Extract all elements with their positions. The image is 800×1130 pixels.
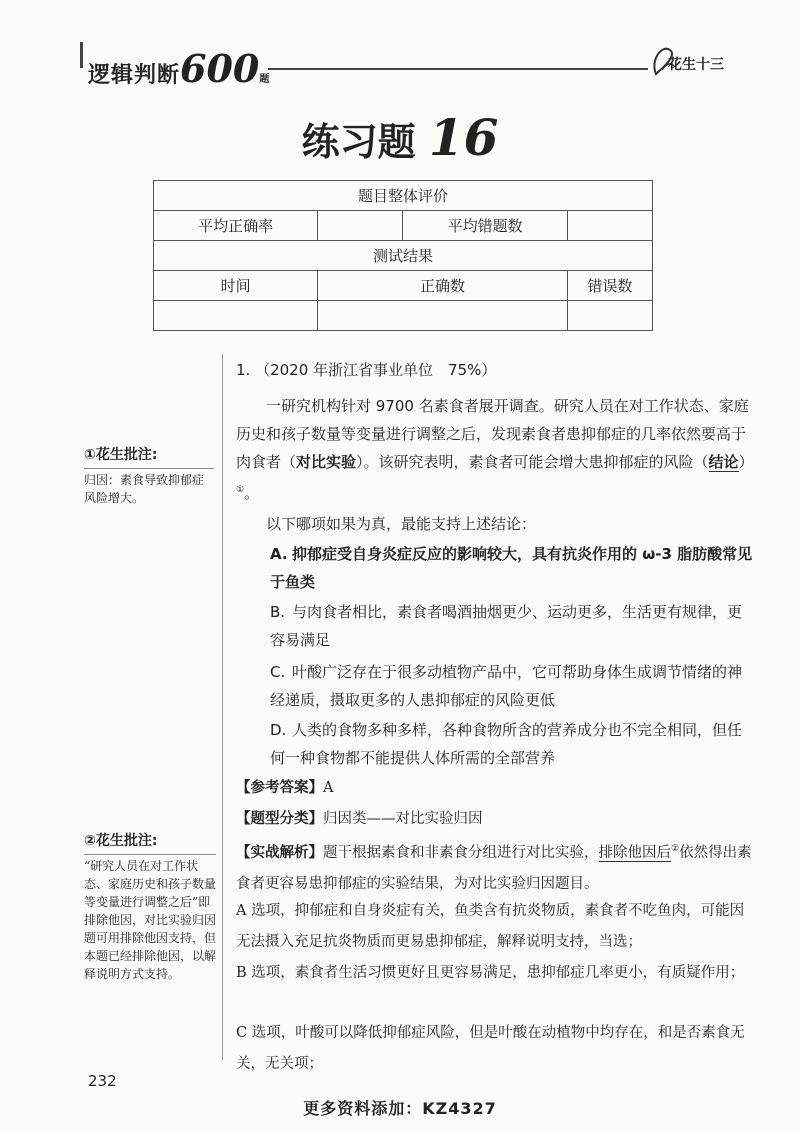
book-title-number: 600	[180, 46, 260, 91]
table-label-avg-correct: 平均正确率	[154, 211, 318, 241]
question-prompt: 以下哪项如果为真，最能支持上述结论：	[266, 515, 537, 533]
note-2	[84, 830, 216, 983]
stem-end: 。	[244, 484, 260, 502]
analysis-intro	[236, 834, 756, 900]
question-stem	[236, 392, 756, 507]
table-cell-avg-correct[interactable]	[318, 211, 403, 241]
table-header-overall: 题目整体评价	[154, 181, 653, 211]
option-d-label: D.	[270, 721, 287, 739]
option-b-label: B.	[270, 603, 286, 621]
option-d-text: 人类的食物多种多样，各种食物所含的营养成分也不完全相同，但任何一种食物都不能提供人体所需的全部营养	[270, 721, 743, 767]
note-2-divider	[84, 854, 216, 855]
analysis-underline: 排除他因后	[598, 844, 671, 861]
analysis-option-b: B 选项，素食者生活习惯更好且更容易满足，患抑郁症几率更小，有质疑作用；	[236, 965, 745, 981]
note-1-divider	[84, 468, 214, 469]
option-b[interactable]	[270, 598, 756, 654]
book-title-text: 逻辑判断	[88, 63, 181, 88]
table-cell-correct[interactable]	[318, 301, 567, 331]
analysis-option-c: C 选项，叶酸可以降低抑郁症风险，但是叶酸在动植物中均存在，和是否素食无关，无关项；	[236, 1025, 745, 1072]
table-cell-avg-wrong[interactable]	[567, 211, 652, 241]
option-c-text: 叶酸广泛存在于很多动植物产品中，它可帮助身体生成调节情绪的神经递质，摄取更多的人患抑郁症的风险更低	[270, 663, 743, 709]
promo-text: 更多资料添加：KZ4327	[303, 1099, 497, 1118]
reference-answer-tag: 【参考答案】	[236, 779, 323, 796]
question-type-value: 归因类——对比实验归因	[323, 811, 483, 827]
analysis-sup: ②	[671, 844, 680, 854]
table-label-avg-wrong: 平均错题数	[403, 211, 567, 241]
stem-part-c: ）	[738, 453, 754, 471]
analysis-part-a: 题干根据素食和非素食分组进行对比实验，	[323, 844, 599, 861]
table-label-wrong: 错误数	[567, 271, 652, 301]
option-c-label: C.	[270, 663, 286, 681]
option-a-text: 抑郁症受自身炎症反应的影响较大，具有抗炎作用的 ω-3 脂肪酸常见于鱼类	[270, 545, 753, 591]
note-1	[84, 444, 214, 507]
option-a-label: A.	[270, 545, 288, 563]
reference-answer-value: A	[323, 780, 334, 796]
option-b-text: 与肉食者相比，素食者喝酒抽烟更少、运动更多，生活更有规律，更容易满足	[270, 603, 743, 649]
page-title	[0, 108, 800, 167]
option-a[interactable]	[270, 540, 756, 596]
stem-part-b: ）。该研究表明，素食者可能会增大患抑郁症的风险（	[356, 453, 709, 471]
table-cell-time[interactable]	[154, 301, 318, 331]
stem-tag-conclusion: 结论	[708, 453, 739, 471]
book-title-suffix: 题	[259, 74, 271, 85]
table-header-test-result: 测试结果	[154, 241, 653, 271]
table-cell-wrong[interactable]	[567, 301, 652, 331]
page-title-text: 练习题	[301, 119, 416, 164]
note-1-title: ①花生批注:	[84, 447, 158, 463]
book-title	[88, 46, 270, 91]
stem-tag-contrast: 对比实验	[296, 453, 357, 471]
option-c[interactable]	[270, 658, 756, 714]
header-left-bar	[80, 42, 83, 68]
sidebar-divider	[222, 354, 223, 1060]
page-number: 232	[88, 1072, 117, 1090]
analysis-part-b: 依然得出素食者更容易患抑郁症的实验结果，为对比实验归因题目。	[236, 844, 752, 892]
header-rule	[268, 68, 648, 70]
option-d[interactable]	[270, 716, 756, 772]
analysis-tag: 【实战解析】	[236, 843, 323, 861]
note-2-title: ②花生批注:	[84, 833, 158, 849]
question-type	[236, 803, 756, 835]
question-type-tag: 【题型分类】	[236, 810, 323, 827]
reference-answer	[236, 772, 756, 804]
note-2-body: “研究人员在对工作状态、家庭历史和孩子数量等变量进行调整之后”即排除他因，对比实验归因题可用排除他因支持，但本题已经排除他因，以解释说明方式支持。	[84, 859, 217, 981]
stem-sup: ①	[236, 485, 245, 495]
evaluation-table	[153, 180, 653, 331]
note-1-body: 归因：素食导致抑郁症风险增大。	[84, 473, 205, 505]
table-label-correct: 正确数	[318, 271, 567, 301]
question-head: 1. （2020 年浙江省事业单位 75%）	[236, 361, 497, 379]
table-label-time: 时间	[154, 271, 318, 301]
author-name: 花生十三	[668, 57, 724, 73]
analysis-option-a: A 选项，抑郁症和自身炎症有关，鱼类含有抗炎物质，素食者不吃鱼肉，可能因无法摄入充足抗炎物质而更易患抑郁症，解释说明支持，当选；	[236, 903, 745, 950]
page-title-number: 16	[428, 108, 499, 167]
stem-part-a: 一研究机构针对 9700 名素食者展开调查。研究人员在对工作状态、家庭历史和孩子数量等变量进行调整之后，发现素食者患抑郁症的几率依然要高于肉食者（	[236, 397, 749, 471]
